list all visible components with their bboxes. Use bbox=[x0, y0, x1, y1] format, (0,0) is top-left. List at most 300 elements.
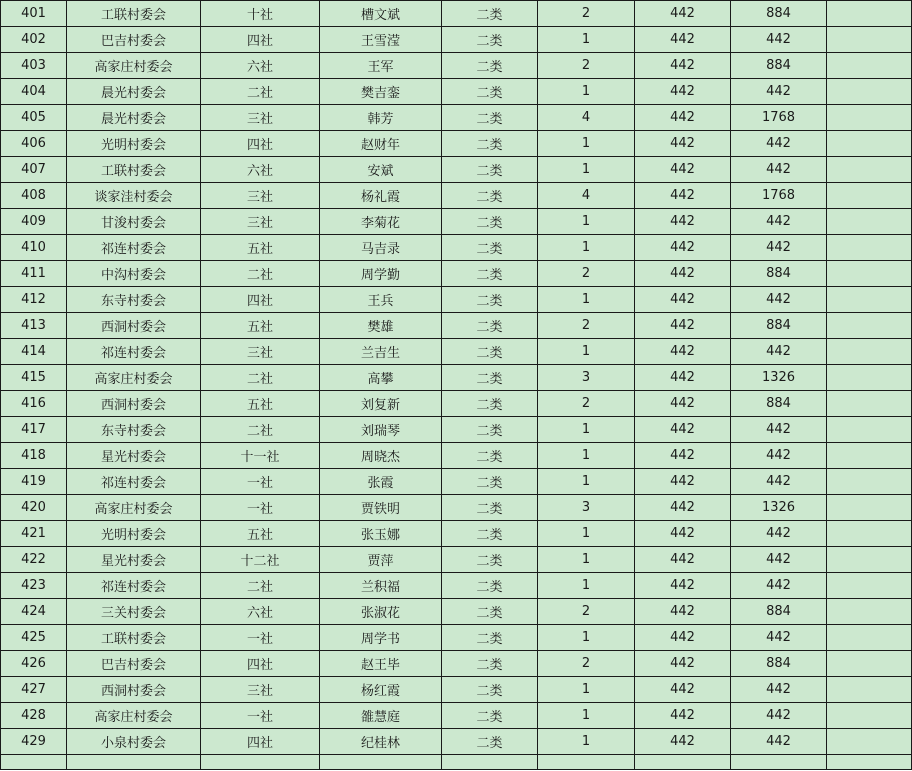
village-committee-cell[interactable]: 东寺村委会 bbox=[67, 417, 201, 443]
total-amount-cell[interactable]: 442 bbox=[731, 209, 827, 235]
village-committee-cell[interactable]: 工联村委会 bbox=[67, 1, 201, 27]
empty-cell[interactable] bbox=[827, 755, 912, 770]
row-number-cell[interactable]: 416 bbox=[1, 391, 67, 417]
group-cell[interactable]: 一社 bbox=[201, 469, 320, 495]
total-amount-cell[interactable]: 442 bbox=[731, 469, 827, 495]
total-amount-cell[interactable]: 884 bbox=[731, 651, 827, 677]
name-cell[interactable]: 张霞 bbox=[320, 469, 442, 495]
category-cell[interactable]: 二类 bbox=[442, 131, 538, 157]
standard-amount-cell[interactable]: 442 bbox=[635, 105, 731, 131]
standard-amount-cell[interactable]: 442 bbox=[635, 573, 731, 599]
group-cell[interactable]: 六社 bbox=[201, 599, 320, 625]
village-committee-cell[interactable]: 西洞村委会 bbox=[67, 313, 201, 339]
table-row[interactable] bbox=[1, 235, 912, 261]
village-committee-cell[interactable]: 巴吉村委会 bbox=[67, 651, 201, 677]
category-cell[interactable]: 二类 bbox=[442, 27, 538, 53]
household-count-cell[interactable]: 1 bbox=[538, 573, 635, 599]
row-number-cell[interactable]: 417 bbox=[1, 417, 67, 443]
empty-cell[interactable] bbox=[827, 209, 912, 235]
total-amount-cell[interactable]: 884 bbox=[731, 599, 827, 625]
name-cell[interactable]: 刘瑞琴 bbox=[320, 417, 442, 443]
empty-cell[interactable] bbox=[827, 365, 912, 391]
standard-amount-cell[interactable]: 442 bbox=[635, 703, 731, 729]
name-cell[interactable]: 张淑花 bbox=[320, 599, 442, 625]
empty-cell[interactable] bbox=[827, 521, 912, 547]
household-count-cell[interactable]: 1 bbox=[538, 339, 635, 365]
standard-amount-cell[interactable]: 442 bbox=[635, 651, 731, 677]
household-count-cell[interactable]: 4 bbox=[538, 183, 635, 209]
group-cell[interactable]: 五社 bbox=[201, 391, 320, 417]
total-amount-cell[interactable]: 442 bbox=[731, 625, 827, 651]
empty-cell[interactable] bbox=[827, 157, 912, 183]
category-cell[interactable]: 二类 bbox=[442, 599, 538, 625]
empty-cell[interactable] bbox=[827, 547, 912, 573]
standard-amount-cell[interactable]: 442 bbox=[635, 625, 731, 651]
group-cell[interactable]: 六社 bbox=[201, 157, 320, 183]
village-committee-cell[interactable]: 高家庄村委会 bbox=[67, 365, 201, 391]
name-cell[interactable]: 张玉娜 bbox=[320, 521, 442, 547]
village-committee-cell[interactable]: 高家庄村委会 bbox=[67, 53, 201, 79]
total-amount-cell[interactable]: 442 bbox=[731, 443, 827, 469]
total-amount-cell[interactable]: 1326 bbox=[731, 365, 827, 391]
name-cell[interactable]: 雒慧庭 bbox=[320, 703, 442, 729]
table-row[interactable] bbox=[1, 599, 912, 625]
standard-amount-cell[interactable]: 442 bbox=[635, 365, 731, 391]
empty-cell[interactable] bbox=[827, 495, 912, 521]
standard-amount-cell[interactable]: 442 bbox=[635, 391, 731, 417]
category-cell[interactable]: 二类 bbox=[442, 547, 538, 573]
household-count-cell[interactable]: 3 bbox=[538, 365, 635, 391]
total-amount-cell[interactable]: 1326 bbox=[731, 495, 827, 521]
village-committee-cell[interactable]: 巴吉村委会 bbox=[67, 27, 201, 53]
table-row[interactable] bbox=[1, 677, 912, 703]
empty-cell[interactable] bbox=[827, 651, 912, 677]
table-row[interactable] bbox=[1, 521, 912, 547]
table-row[interactable] bbox=[1, 79, 912, 105]
row-number-cell[interactable]: 415 bbox=[1, 365, 67, 391]
empty-cell[interactable] bbox=[827, 235, 912, 261]
group-cell[interactable]: 五社 bbox=[201, 521, 320, 547]
household-count-cell[interactable]: 1 bbox=[538, 521, 635, 547]
category-cell[interactable]: 二类 bbox=[442, 287, 538, 313]
standard-amount-cell[interactable]: 442 bbox=[635, 417, 731, 443]
standard-amount-cell[interactable]: 442 bbox=[635, 209, 731, 235]
standard-amount-cell[interactable]: 442 bbox=[635, 1, 731, 27]
standard-amount-cell[interactable]: 442 bbox=[635, 261, 731, 287]
row-number-cell[interactable]: 408 bbox=[1, 183, 67, 209]
table-row[interactable] bbox=[1, 131, 912, 157]
group-cell[interactable]: 四社 bbox=[201, 131, 320, 157]
group-cell[interactable]: 十社 bbox=[201, 1, 320, 27]
group-cell[interactable]: 二社 bbox=[201, 261, 320, 287]
village-committee-cell[interactable]: 祁连村委会 bbox=[67, 573, 201, 599]
total-amount-cell[interactable]: 884 bbox=[731, 391, 827, 417]
empty-cell[interactable] bbox=[827, 677, 912, 703]
group-cell[interactable]: 一社 bbox=[201, 495, 320, 521]
row-number-cell[interactable]: 428 bbox=[1, 703, 67, 729]
total-amount-cell[interactable]: 442 bbox=[731, 79, 827, 105]
total-amount-cell[interactable]: 442 bbox=[731, 27, 827, 53]
village-committee-cell[interactable]: 高家庄村委会 bbox=[67, 495, 201, 521]
name-cell[interactable]: 贾铁明 bbox=[320, 495, 442, 521]
village-committee-cell[interactable]: 谈家洼村委会 bbox=[67, 183, 201, 209]
village-committee-cell[interactable]: 光明村委会 bbox=[67, 521, 201, 547]
row-number-cell[interactable]: 424 bbox=[1, 599, 67, 625]
total-amount-cell[interactable]: 1768 bbox=[731, 105, 827, 131]
empty-cell[interactable] bbox=[67, 755, 201, 770]
category-cell[interactable]: 二类 bbox=[442, 729, 538, 755]
row-number-cell[interactable]: 418 bbox=[1, 443, 67, 469]
row-number-cell[interactable]: 420 bbox=[1, 495, 67, 521]
group-cell[interactable]: 五社 bbox=[201, 235, 320, 261]
village-committee-cell[interactable]: 祁连村委会 bbox=[67, 469, 201, 495]
table-row[interactable] bbox=[1, 417, 912, 443]
standard-amount-cell[interactable]: 442 bbox=[635, 79, 731, 105]
table-row-partial[interactable] bbox=[1, 755, 912, 770]
household-count-cell[interactable]: 2 bbox=[538, 313, 635, 339]
household-count-cell[interactable]: 1 bbox=[538, 131, 635, 157]
empty-cell[interactable] bbox=[827, 703, 912, 729]
empty-cell[interactable] bbox=[827, 417, 912, 443]
row-number-cell[interactable]: 406 bbox=[1, 131, 67, 157]
total-amount-cell[interactable]: 442 bbox=[731, 573, 827, 599]
row-number-cell[interactable]: 423 bbox=[1, 573, 67, 599]
standard-amount-cell[interactable]: 442 bbox=[635, 27, 731, 53]
name-cell[interactable]: 纪桂林 bbox=[320, 729, 442, 755]
household-count-cell[interactable]: 1 bbox=[538, 677, 635, 703]
group-cell[interactable]: 三社 bbox=[201, 339, 320, 365]
group-cell[interactable]: 一社 bbox=[201, 625, 320, 651]
empty-cell[interactable] bbox=[827, 105, 912, 131]
empty-cell[interactable] bbox=[201, 755, 320, 770]
standard-amount-cell[interactable]: 442 bbox=[635, 313, 731, 339]
table-row[interactable] bbox=[1, 729, 912, 755]
row-number-cell[interactable]: 419 bbox=[1, 469, 67, 495]
village-committee-cell[interactable]: 三关村委会 bbox=[67, 599, 201, 625]
village-committee-cell[interactable]: 东寺村委会 bbox=[67, 287, 201, 313]
total-amount-cell[interactable]: 442 bbox=[731, 703, 827, 729]
household-count-cell[interactable]: 1 bbox=[538, 417, 635, 443]
category-cell[interactable]: 二类 bbox=[442, 651, 538, 677]
table-row[interactable] bbox=[1, 547, 912, 573]
table-row[interactable] bbox=[1, 339, 912, 365]
row-number-cell[interactable]: 410 bbox=[1, 235, 67, 261]
table-row[interactable] bbox=[1, 287, 912, 313]
group-cell[interactable]: 三社 bbox=[201, 105, 320, 131]
name-cell[interactable]: 樊吉銮 bbox=[320, 79, 442, 105]
household-count-cell[interactable]: 1 bbox=[538, 469, 635, 495]
row-number-cell[interactable]: 407 bbox=[1, 157, 67, 183]
empty-cell[interactable] bbox=[827, 469, 912, 495]
table-row[interactable] bbox=[1, 209, 912, 235]
empty-cell[interactable] bbox=[827, 313, 912, 339]
total-amount-cell[interactable]: 442 bbox=[731, 235, 827, 261]
household-count-cell[interactable]: 1 bbox=[538, 703, 635, 729]
table-row[interactable] bbox=[1, 157, 912, 183]
table-row[interactable] bbox=[1, 573, 912, 599]
village-committee-cell[interactable]: 晨光村委会 bbox=[67, 105, 201, 131]
group-cell[interactable]: 四社 bbox=[201, 287, 320, 313]
village-committee-cell[interactable]: 西洞村委会 bbox=[67, 677, 201, 703]
standard-amount-cell[interactable]: 442 bbox=[635, 547, 731, 573]
empty-cell[interactable] bbox=[827, 573, 912, 599]
village-committee-cell[interactable]: 晨光村委会 bbox=[67, 79, 201, 105]
row-number-cell[interactable]: 402 bbox=[1, 27, 67, 53]
category-cell[interactable]: 二类 bbox=[442, 235, 538, 261]
row-number-cell[interactable]: 411 bbox=[1, 261, 67, 287]
empty-cell[interactable] bbox=[538, 755, 635, 770]
total-amount-cell[interactable]: 442 bbox=[731, 677, 827, 703]
village-committee-cell[interactable]: 甘浚村委会 bbox=[67, 209, 201, 235]
standard-amount-cell[interactable]: 442 bbox=[635, 287, 731, 313]
category-cell[interactable]: 二类 bbox=[442, 157, 538, 183]
empty-cell[interactable] bbox=[827, 79, 912, 105]
category-cell[interactable]: 二类 bbox=[442, 339, 538, 365]
row-number-cell[interactable]: 421 bbox=[1, 521, 67, 547]
household-count-cell[interactable]: 1 bbox=[538, 729, 635, 755]
category-cell[interactable]: 二类 bbox=[442, 1, 538, 27]
standard-amount-cell[interactable]: 442 bbox=[635, 53, 731, 79]
group-cell[interactable]: 十一社 bbox=[201, 443, 320, 469]
name-cell[interactable]: 王雪滢 bbox=[320, 27, 442, 53]
empty-cell[interactable] bbox=[827, 443, 912, 469]
total-amount-cell[interactable]: 884 bbox=[731, 313, 827, 339]
table-row[interactable] bbox=[1, 495, 912, 521]
category-cell[interactable]: 二类 bbox=[442, 183, 538, 209]
empty-cell[interactable] bbox=[635, 755, 731, 770]
empty-cell[interactable] bbox=[827, 53, 912, 79]
household-count-cell[interactable]: 2 bbox=[538, 53, 635, 79]
name-cell[interactable]: 王军 bbox=[320, 53, 442, 79]
total-amount-cell[interactable]: 442 bbox=[731, 547, 827, 573]
row-number-cell[interactable]: 429 bbox=[1, 729, 67, 755]
empty-cell[interactable] bbox=[827, 625, 912, 651]
name-cell[interactable]: 杨礼霞 bbox=[320, 183, 442, 209]
table-row[interactable] bbox=[1, 261, 912, 287]
household-count-cell[interactable]: 2 bbox=[538, 651, 635, 677]
empty-cell[interactable] bbox=[1, 755, 67, 770]
name-cell[interactable]: 周晓杰 bbox=[320, 443, 442, 469]
group-cell[interactable]: 四社 bbox=[201, 651, 320, 677]
empty-cell[interactable] bbox=[731, 755, 827, 770]
household-count-cell[interactable]: 3 bbox=[538, 495, 635, 521]
group-cell[interactable]: 二社 bbox=[201, 365, 320, 391]
name-cell[interactable]: 杨红霞 bbox=[320, 677, 442, 703]
standard-amount-cell[interactable]: 442 bbox=[635, 443, 731, 469]
row-number-cell[interactable]: 403 bbox=[1, 53, 67, 79]
village-committee-cell[interactable]: 工联村委会 bbox=[67, 157, 201, 183]
category-cell[interactable]: 二类 bbox=[442, 209, 538, 235]
group-cell[interactable]: 三社 bbox=[201, 677, 320, 703]
empty-cell[interactable] bbox=[827, 287, 912, 313]
table-row[interactable] bbox=[1, 365, 912, 391]
table-row[interactable] bbox=[1, 469, 912, 495]
name-cell[interactable]: 兰积福 bbox=[320, 573, 442, 599]
name-cell[interactable]: 马吉录 bbox=[320, 235, 442, 261]
empty-cell[interactable] bbox=[827, 131, 912, 157]
household-count-cell[interactable]: 1 bbox=[538, 235, 635, 261]
empty-cell[interactable] bbox=[827, 391, 912, 417]
name-cell[interactable]: 李菊花 bbox=[320, 209, 442, 235]
name-cell[interactable]: 安斌 bbox=[320, 157, 442, 183]
row-number-cell[interactable]: 427 bbox=[1, 677, 67, 703]
empty-cell[interactable] bbox=[827, 27, 912, 53]
name-cell[interactable]: 周学书 bbox=[320, 625, 442, 651]
table-row[interactable] bbox=[1, 625, 912, 651]
row-number-cell[interactable]: 426 bbox=[1, 651, 67, 677]
household-count-cell[interactable]: 1 bbox=[538, 443, 635, 469]
table-row[interactable] bbox=[1, 1, 912, 27]
household-count-cell[interactable]: 1 bbox=[538, 27, 635, 53]
table-row[interactable] bbox=[1, 313, 912, 339]
name-cell[interactable]: 赵王毕 bbox=[320, 651, 442, 677]
total-amount-cell[interactable]: 884 bbox=[731, 53, 827, 79]
category-cell[interactable]: 二类 bbox=[442, 417, 538, 443]
category-cell[interactable]: 二类 bbox=[442, 443, 538, 469]
category-cell[interactable]: 二类 bbox=[442, 521, 538, 547]
name-cell[interactable]: 韩芳 bbox=[320, 105, 442, 131]
group-cell[interactable]: 二社 bbox=[201, 573, 320, 599]
empty-cell[interactable] bbox=[827, 599, 912, 625]
category-cell[interactable]: 二类 bbox=[442, 469, 538, 495]
row-number-cell[interactable]: 412 bbox=[1, 287, 67, 313]
standard-amount-cell[interactable]: 442 bbox=[635, 469, 731, 495]
total-amount-cell[interactable]: 442 bbox=[731, 131, 827, 157]
village-committee-cell[interactable]: 祁连村委会 bbox=[67, 339, 201, 365]
village-committee-cell[interactable]: 星光村委会 bbox=[67, 547, 201, 573]
name-cell[interactable]: 王兵 bbox=[320, 287, 442, 313]
table-row[interactable] bbox=[1, 651, 912, 677]
group-cell[interactable]: 一社 bbox=[201, 703, 320, 729]
group-cell[interactable]: 二社 bbox=[201, 417, 320, 443]
empty-cell[interactable] bbox=[827, 1, 912, 27]
row-number-cell[interactable]: 409 bbox=[1, 209, 67, 235]
name-cell[interactable]: 樊雄 bbox=[320, 313, 442, 339]
total-amount-cell[interactable]: 442 bbox=[731, 287, 827, 313]
row-number-cell[interactable]: 413 bbox=[1, 313, 67, 339]
group-cell[interactable]: 二社 bbox=[201, 79, 320, 105]
category-cell[interactable]: 二类 bbox=[442, 703, 538, 729]
category-cell[interactable]: 二类 bbox=[442, 625, 538, 651]
empty-cell[interactable] bbox=[827, 261, 912, 287]
category-cell[interactable]: 二类 bbox=[442, 391, 538, 417]
row-number-cell[interactable]: 404 bbox=[1, 79, 67, 105]
household-count-cell[interactable]: 2 bbox=[538, 1, 635, 27]
category-cell[interactable]: 二类 bbox=[442, 105, 538, 131]
household-count-cell[interactable]: 2 bbox=[538, 599, 635, 625]
table-row[interactable] bbox=[1, 105, 912, 131]
standard-amount-cell[interactable]: 442 bbox=[635, 521, 731, 547]
row-number-cell[interactable]: 425 bbox=[1, 625, 67, 651]
village-committee-cell[interactable]: 星光村委会 bbox=[67, 443, 201, 469]
name-cell[interactable]: 贾萍 bbox=[320, 547, 442, 573]
household-count-cell[interactable]: 1 bbox=[538, 157, 635, 183]
household-count-cell[interactable]: 1 bbox=[538, 79, 635, 105]
table-row[interactable] bbox=[1, 183, 912, 209]
household-count-cell[interactable]: 1 bbox=[538, 547, 635, 573]
name-cell[interactable]: 周学勤 bbox=[320, 261, 442, 287]
standard-amount-cell[interactable]: 442 bbox=[635, 183, 731, 209]
village-committee-cell[interactable]: 祁连村委会 bbox=[67, 235, 201, 261]
village-committee-cell[interactable]: 光明村委会 bbox=[67, 131, 201, 157]
group-cell[interactable]: 四社 bbox=[201, 729, 320, 755]
category-cell[interactable]: 二类 bbox=[442, 313, 538, 339]
village-committee-cell[interactable]: 工联村委会 bbox=[67, 625, 201, 651]
total-amount-cell[interactable]: 442 bbox=[731, 417, 827, 443]
empty-cell[interactable] bbox=[442, 755, 538, 770]
row-number-cell[interactable]: 414 bbox=[1, 339, 67, 365]
household-count-cell[interactable]: 1 bbox=[538, 287, 635, 313]
name-cell[interactable]: 赵财年 bbox=[320, 131, 442, 157]
household-count-cell[interactable]: 1 bbox=[538, 209, 635, 235]
empty-cell[interactable] bbox=[827, 729, 912, 755]
standard-amount-cell[interactable]: 442 bbox=[635, 131, 731, 157]
empty-cell[interactable] bbox=[320, 755, 442, 770]
total-amount-cell[interactable]: 442 bbox=[731, 157, 827, 183]
total-amount-cell[interactable]: 442 bbox=[731, 521, 827, 547]
group-cell[interactable]: 五社 bbox=[201, 313, 320, 339]
household-count-cell[interactable]: 2 bbox=[538, 391, 635, 417]
name-cell[interactable]: 槽文斌 bbox=[320, 1, 442, 27]
village-committee-cell[interactable]: 小泉村委会 bbox=[67, 729, 201, 755]
category-cell[interactable]: 二类 bbox=[442, 495, 538, 521]
group-cell[interactable]: 十二社 bbox=[201, 547, 320, 573]
category-cell[interactable]: 二类 bbox=[442, 365, 538, 391]
standard-amount-cell[interactable]: 442 bbox=[635, 235, 731, 261]
village-committee-cell[interactable]: 中沟村委会 bbox=[67, 261, 201, 287]
name-cell[interactable]: 刘复新 bbox=[320, 391, 442, 417]
row-number-cell[interactable]: 401 bbox=[1, 1, 67, 27]
standard-amount-cell[interactable]: 442 bbox=[635, 495, 731, 521]
household-count-cell[interactable]: 2 bbox=[538, 261, 635, 287]
village-committee-cell[interactable]: 高家庄村委会 bbox=[67, 703, 201, 729]
standard-amount-cell[interactable]: 442 bbox=[635, 339, 731, 365]
empty-cell[interactable] bbox=[827, 183, 912, 209]
table-row[interactable] bbox=[1, 443, 912, 469]
category-cell[interactable]: 二类 bbox=[442, 677, 538, 703]
row-number-cell[interactable]: 422 bbox=[1, 547, 67, 573]
table-row[interactable] bbox=[1, 27, 912, 53]
total-amount-cell[interactable]: 442 bbox=[731, 339, 827, 365]
group-cell[interactable]: 三社 bbox=[201, 209, 320, 235]
group-cell[interactable]: 三社 bbox=[201, 183, 320, 209]
standard-amount-cell[interactable]: 442 bbox=[635, 157, 731, 183]
category-cell[interactable]: 二类 bbox=[442, 261, 538, 287]
village-committee-cell[interactable]: 西洞村委会 bbox=[67, 391, 201, 417]
category-cell[interactable]: 二类 bbox=[442, 79, 538, 105]
name-cell[interactable]: 高攀 bbox=[320, 365, 442, 391]
standard-amount-cell[interactable]: 442 bbox=[635, 599, 731, 625]
row-number-cell[interactable]: 405 bbox=[1, 105, 67, 131]
group-cell[interactable]: 四社 bbox=[201, 27, 320, 53]
household-count-cell[interactable]: 1 bbox=[538, 625, 635, 651]
group-cell[interactable]: 六社 bbox=[201, 53, 320, 79]
empty-cell[interactable] bbox=[827, 339, 912, 365]
total-amount-cell[interactable]: 884 bbox=[731, 261, 827, 287]
standard-amount-cell[interactable]: 442 bbox=[635, 677, 731, 703]
name-cell[interactable]: 兰吉生 bbox=[320, 339, 442, 365]
category-cell[interactable]: 二类 bbox=[442, 573, 538, 599]
household-count-cell[interactable]: 4 bbox=[538, 105, 635, 131]
table-row[interactable] bbox=[1, 391, 912, 417]
total-amount-cell[interactable]: 884 bbox=[731, 1, 827, 27]
table-row[interactable] bbox=[1, 703, 912, 729]
category-cell[interactable]: 二类 bbox=[442, 53, 538, 79]
standard-amount-cell[interactable]: 442 bbox=[635, 729, 731, 755]
table-row[interactable] bbox=[1, 53, 912, 79]
total-amount-cell[interactable]: 1768 bbox=[731, 183, 827, 209]
total-amount-cell[interactable]: 442 bbox=[731, 729, 827, 755]
